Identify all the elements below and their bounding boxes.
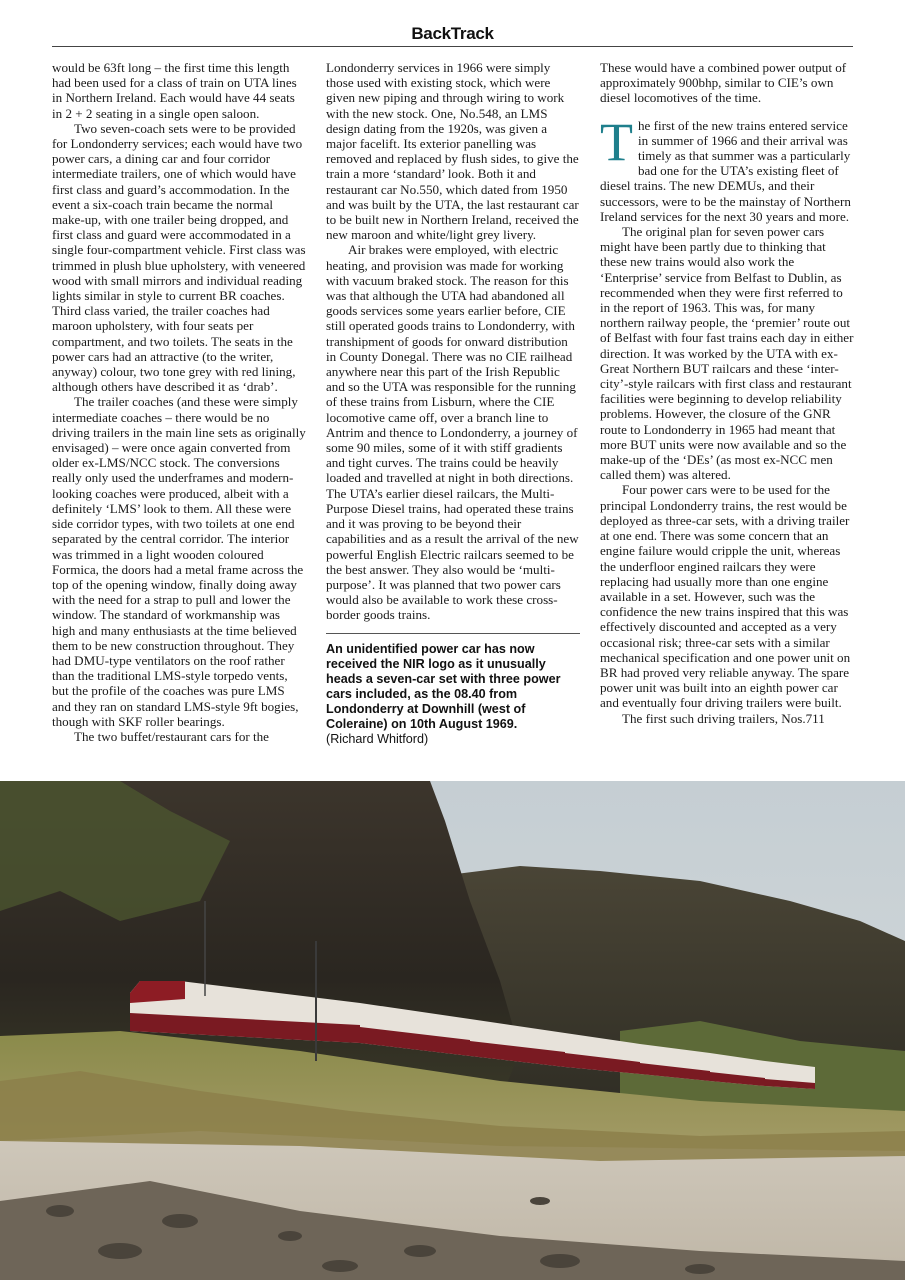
paragraph: The original plan for seven power cars might have been partly due to thinking that these new trains would also work the ‘Enterprise’ service from Belfast to Dublin, as recommended when they were first referred to in the report of 1963. This was, for many northern railway people, the ‘premier’ route out of Belfast with four fast trains each day in either direction. It was worked by the UTA with ex-Great Northern BUT railcars and these ‘inter-city’-style railcars with first class and restaurant facilities were beginning to develop reliability problems. However, the closure of the GNR route to Londonderry in 1965 had meant that more BUT units were now available and so the make-up of the ‘DEs’ (as most ex-NCC men called them) was altered. (600, 224, 854, 483)
paragraph: Two seven-coach sets were to be provided for Londonderry services; each would have two power cars, a dining car and four corridor intermediate trailers, one of which would have first class and guard’s accommodation. In the event a six-coach train became the normal make-up, with one trailer being dropped, and first class and guard were accommodated in a single four-compartment vehicle. First class was trimmed in plush blue upholstery, with veneered wood with small mirrors and individual reading lights similar in style to current BR coaches. Third class varied, the trailer coaches had maroon upholstery, with four seats per compartment, and two toilets. The seats in the power cars had an attractive (to the writer, anyway) colour, two tone grey with red lining, although others have described it as ‘drab’. (52, 120, 306, 395)
photo-illustration (0, 781, 905, 1280)
paragraph: The first such driving trailers, Nos.711 (622, 710, 825, 726)
page-header (52, 24, 853, 47)
caption-text: An unidentified power car has now received the NIR logo as it unusually heads a seven-car set with three power cars included, as the 08.40 from Londonderry at Downhill (west of Coleraine) on 10th August 1969. (326, 641, 561, 731)
paragraph: would be 63ft long – the first time this length had been used for a class of train on UTA lines in Northern Ireland. Each would have 44 seats in 2 + 2 seating in a single open saloon. (52, 60, 297, 121)
paragraph: Four power cars were to be used for the principal Londonderry trains, the rest would be deployed as three-car sets, with a driving trailer at one end. There was some concern that an engine failure would cripple the unit, whereas the underfloor engined railcars they were replacing had usually more than one engine available in a set. However, such was the confidence the new trains inspired that this was effectively discounted and accepted as a very occasional risk; three-car sets with a similar mechanical specification and one power unit on BR had proved very reliable anyway. The spare power unit was built into an eighth power car and eventually four driving trailers were built. (600, 482, 851, 711)
paragraph: Air brakes were employed, with electric heating, and provision was made for working with vacuum braked stock. The reason for this was that although the UTA had abandoned all goods services some years earlier before, CIE still operated goods trains to Londonderry, with transhipment of goods for onward distribution in County Donegal. There was no CIE railhead anywhere near this part of the Irish Republic and so the UTA was responsible for the running of these trains from Lisburn, where the CIE locomotive came off, over a branch line to Antrim and thence to Londonderry, a journey of some 90 miles, some of it with stiff gradients and tight curves. The trains could be heavily loaded and travelled at night in both directions. The UTA’s earlier diesel railcars, the Multi-Purpose Diesel trains, had operated these trains and it was proving to be beyond their capabilities and as a result the arrival of the new powerful English Electric railcars seemed to be the best answer. They also would be ‘multi-purpose’. It was planned that two power cars would also be available to work these cross-border goods trains. (326, 242, 579, 623)
masthead-logo: BackTrack (411, 24, 494, 43)
paragraph: The two buffet/restaurant cars for the (74, 728, 269, 744)
text-column-2 (326, 60, 580, 747)
paragraph-dropcap (600, 111, 854, 224)
paragraph-text: he first of the new trains entered service in summer of 1966 and their arrival was timely as that summer was a particularly bad one for the UTA’s existing fleet of diesel trains. The new DEMUs, and their successors, were to be the mainstay of Northern Ireland services for the next 30 years and more. (600, 117, 851, 224)
train-photograph (0, 781, 905, 1280)
photo-caption (326, 642, 580, 747)
drop-cap: T (600, 111, 633, 172)
photo-credit: (Richard Whitford) (326, 731, 429, 746)
paragraph: Londonderry services in 1966 were simply those used with existing stock, which were given new piping and through wiring to work with the new stock. One, No.548, an LMS design dating from the 1920s, was given a major facelift. Its exterior panelling was removed and replaced by flush sides, to give the train a more ‘standard’ look. Both it and restaurant car No.550, which dated from 1950 and was built by the UTA, the last restaurant car to be built new in Northern Ireland, received the new maroon and white/light grey livery. (326, 60, 579, 243)
caption-divider (326, 633, 580, 634)
paragraph: The trailer coaches (and these were simply intermediate coaches – there would be no driving trailers in the main line sets as originally envisaged) – were once again converted from older ex-LMS/NCC stock. The conversions really only used the underframes and modern-looking coaches were produced, albeit with a definitely ‘LMS’ look to them. All these were side corridor types, with two toilets at one end separated by the central corridor. The interior was trimmed in a light wooden coloured Formica, the doors had a metal frame across the top of the opening window, finally doing away with the need for a strap to pull and lower the window. The standard of workmanship was high and many enthusiasts at the time believed them to be new construction throughout. They had DMU-type ventilators on the roof rather than the traditional LMS-style torpedo vents, but the profile of the coaches was pure LMS and they ran on standard LMS-style 9ft bogies, though with SKF roller bearings. (52, 394, 306, 729)
text-column-3 (600, 60, 854, 726)
text-column-1 (52, 60, 306, 744)
paragraph: These would have a combined power output of approximately 900bhp, similar to CIE’s own diesel locomotives of the time. (600, 60, 847, 106)
